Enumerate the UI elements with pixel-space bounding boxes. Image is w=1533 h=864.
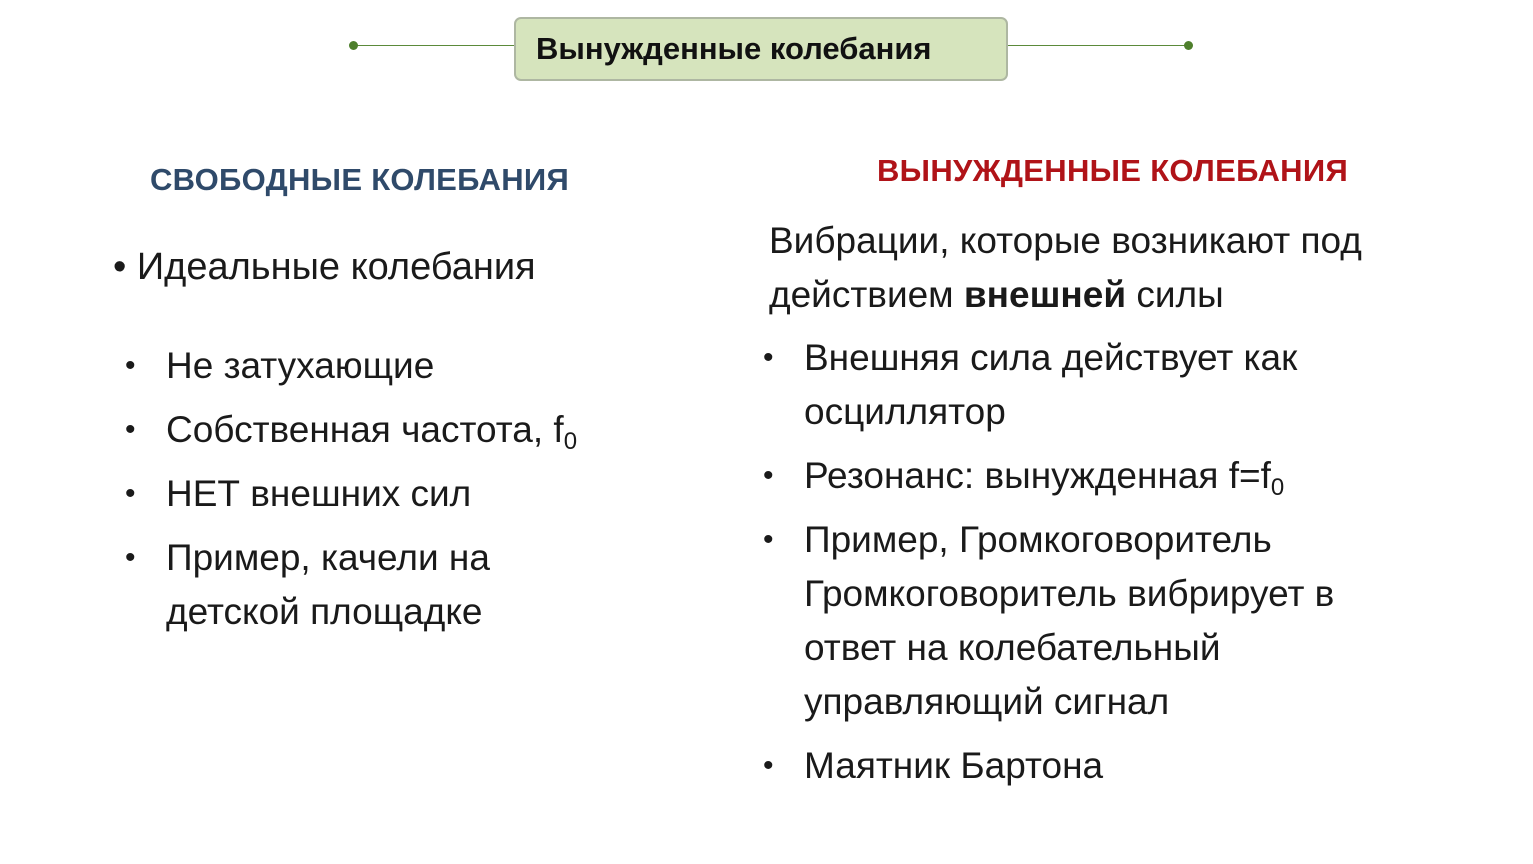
free-oscillations-heading: СВОБОДНЫЕ КОЛЕБАНИЯ xyxy=(150,162,570,197)
list-item: • Пример, Громкоговоритель Громкоговоритель вибрирует в ответ на колебательный управляющий сигнал xyxy=(804,513,1404,729)
forced-oscillations-list xyxy=(763,331,1504,803)
ideal-oscillations-item: • Идеальные колебания xyxy=(113,246,536,288)
bullet-icon: • xyxy=(125,413,136,446)
connector-dot-right xyxy=(1184,41,1193,50)
bullet-icon: • xyxy=(763,459,774,492)
list-item: • Не затухающие xyxy=(166,339,726,393)
connector-dot-left xyxy=(349,41,358,50)
bullet-icon: • xyxy=(125,349,136,382)
forced-oscillations-heading: ВЫНУЖДЕННЫЕ КОЛЕБАНИЯ xyxy=(877,153,1349,188)
title-connector-left xyxy=(353,45,515,46)
list-item: • Пример, качели на детской площадке xyxy=(166,531,566,639)
title-connector-right xyxy=(1008,45,1188,46)
bullet-icon: • xyxy=(125,477,136,510)
bullet-icon: • xyxy=(763,749,774,782)
bullet-icon: • xyxy=(763,523,774,556)
free-oscillations-list xyxy=(125,339,726,649)
list-item: • Маятник Бартона xyxy=(804,739,1504,793)
list-item: • Внешняя сила действует как осциллятор xyxy=(804,331,1364,439)
bullet-icon: • xyxy=(125,541,136,574)
list-item: • Собственная частота, $f_0$ xyxy=(166,403,726,457)
forced-oscillations-definition: Вибрации, которые возникают под действием внешней силы xyxy=(769,220,1362,315)
list-item: • Резонанс: вынужденная $f=f_0$ xyxy=(804,449,1504,503)
slide-title: Вынужденные колебания xyxy=(514,17,1008,81)
list-item: • НЕТ внешних сил xyxy=(166,467,726,521)
bullet-icon: • xyxy=(763,341,774,374)
